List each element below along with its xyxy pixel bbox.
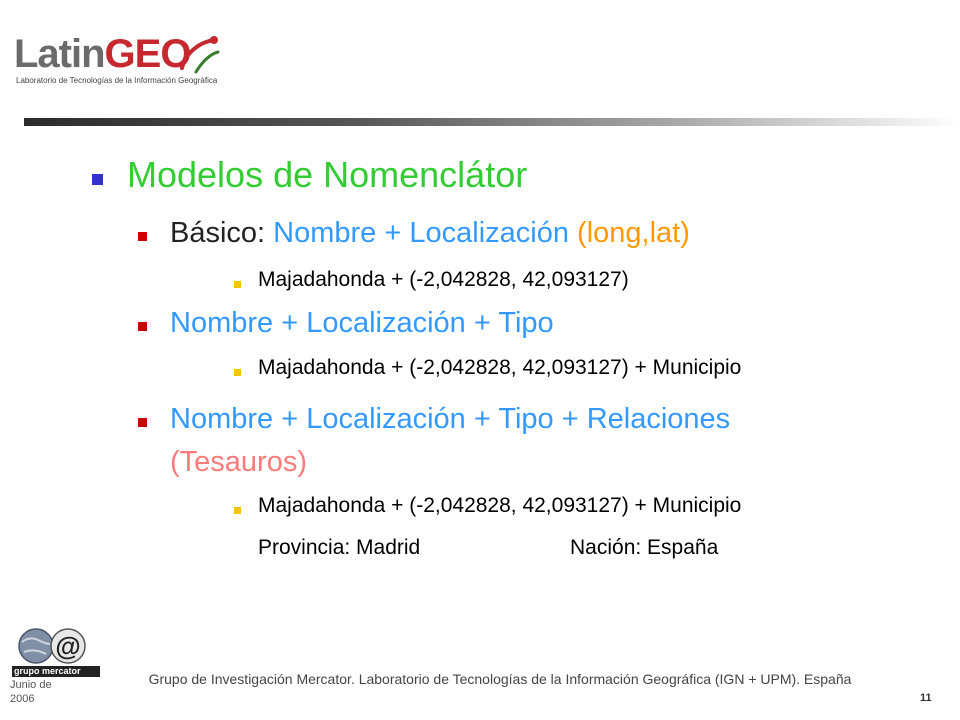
item1-line: [170, 217, 690, 250]
grupo-mercator-logo: [10, 624, 102, 686]
item1-example: Majadahonda + (-2,042828, 42,093127): [258, 268, 629, 291]
logo-latin-text: Latin: [14, 32, 105, 76]
globe-at-icon: [10, 624, 102, 686]
logo-subtitle: Laboratorio de Tecnologías de la Información Geográfica: [16, 76, 218, 85]
page-number: 11: [920, 692, 932, 704]
logo-wordmark: [14, 30, 190, 78]
svg-text:@: @: [55, 631, 81, 661]
bullet-level2: [138, 322, 147, 331]
bullet-level3: [234, 369, 241, 376]
bullet-level3: [234, 281, 241, 288]
item2-line: [170, 307, 554, 340]
footer-logo-text: grupo mercator: [14, 666, 81, 676]
item3-line: [170, 403, 730, 436]
bullet-level1: [92, 174, 103, 185]
item2-main: Nombre + Localización: [170, 307, 466, 339]
slide-heading: Modelos de Nomenclátor: [127, 154, 528, 195]
logo-geo-text: GEO: [104, 32, 191, 76]
item2-suffix: + Tipo: [473, 307, 554, 339]
item3-extra: (Tesauros): [170, 446, 307, 478]
header-divider: [24, 118, 960, 126]
item3-suffix: + Tipo + Relaciones: [473, 403, 731, 435]
item2-example: Majadahonda + (-2,042828, 42,093127) + Municipio: [258, 356, 742, 379]
item3-province: Provincia: Madrid: [258, 536, 421, 559]
item1-main: Nombre + Localización: [273, 217, 569, 249]
item1-prefix: Básico:: [170, 217, 266, 249]
item3-nation: Nación: España: [570, 536, 719, 559]
bullet-level3: [234, 507, 241, 514]
item3-main: Nombre + Localización: [170, 403, 466, 435]
item1-suffix: (long,lat): [577, 217, 690, 249]
bullet-level2: [138, 418, 147, 427]
latingeo-logo: [14, 30, 224, 92]
logo-swirl-icon: [176, 32, 222, 78]
bullet-level2: [138, 232, 147, 241]
footer-text: Grupo de Investigación Mercator. Laboratorio de Tecnologías de la Información Geográfica (IGN + UPM). España: [148, 671, 852, 687]
footer-date: Junio de 2006: [10, 679, 52, 705]
item3-example: Majadahonda + (-2,042828, 42,093127) + Municipio: [258, 494, 742, 517]
